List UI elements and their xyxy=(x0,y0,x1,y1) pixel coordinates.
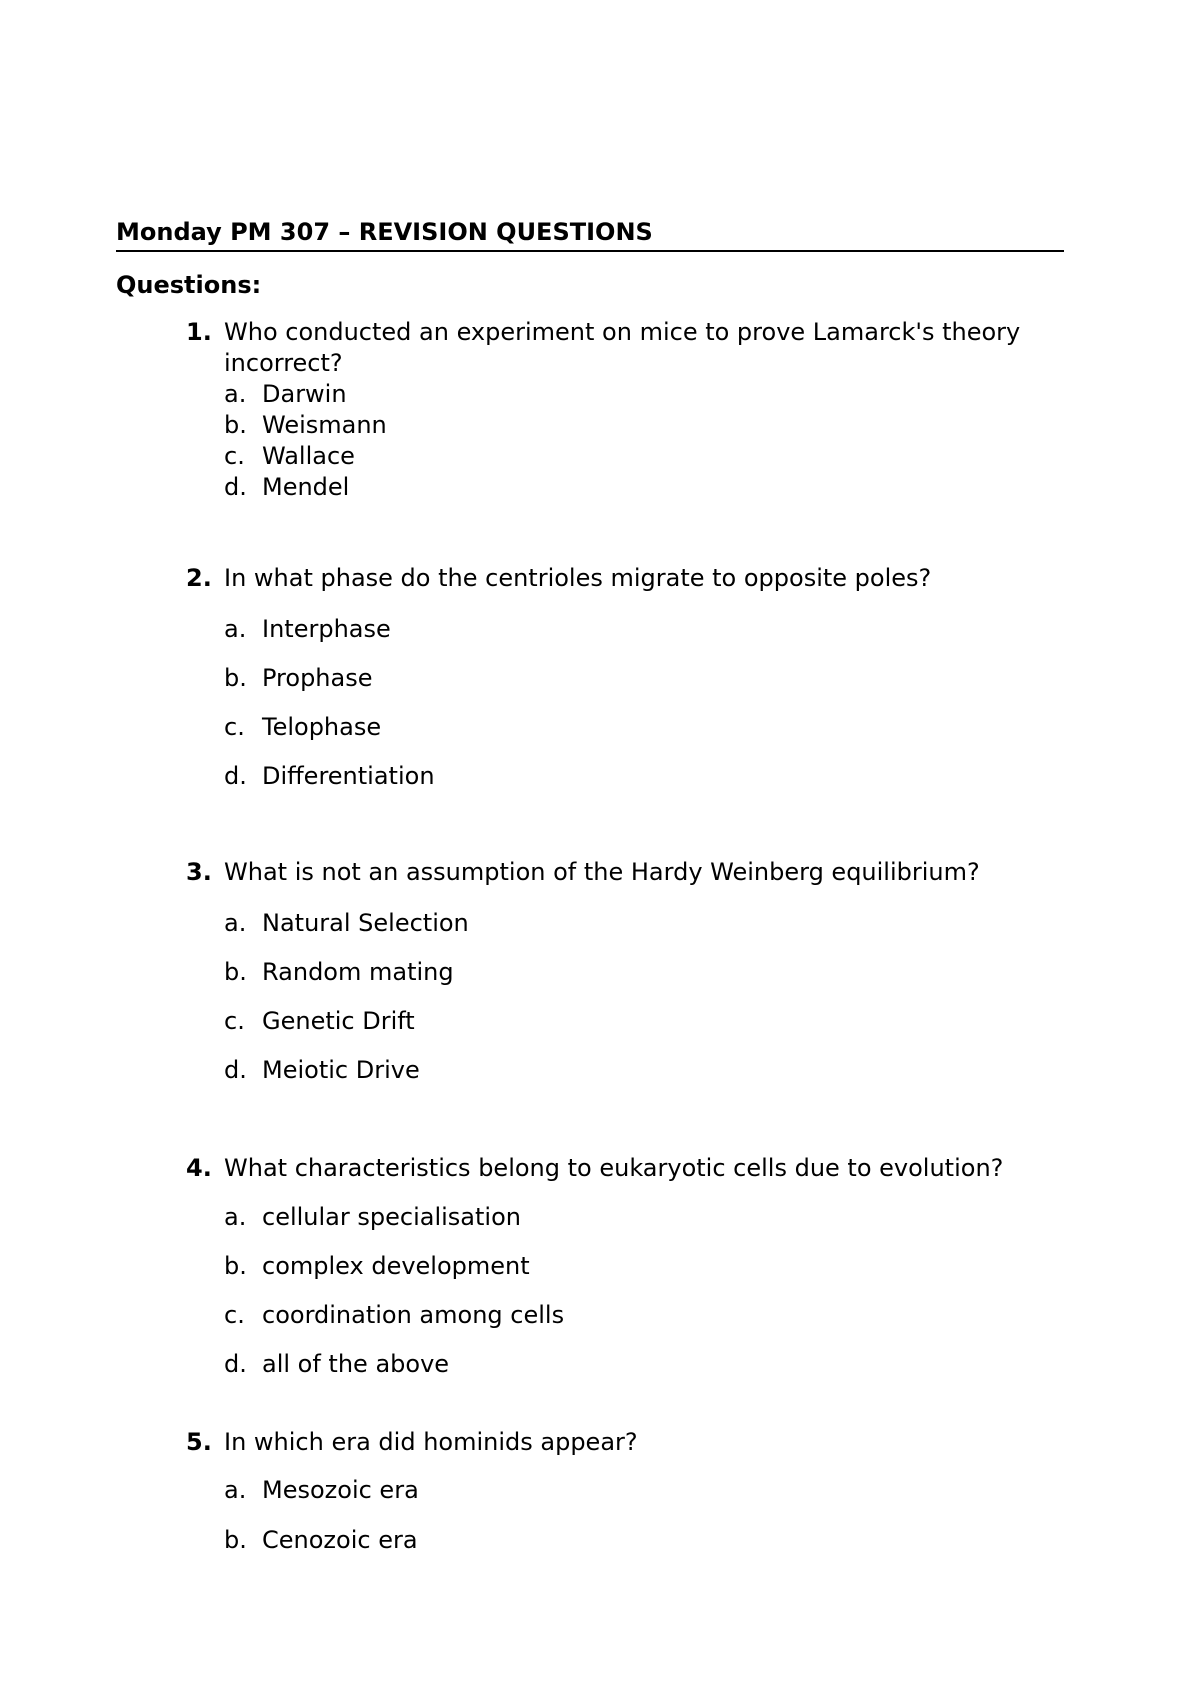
option-text: coordination among cells xyxy=(262,1301,565,1329)
question-number: 5. xyxy=(186,1428,212,1456)
option-d xyxy=(224,1349,449,1379)
option-text: Differentiation xyxy=(262,762,435,790)
option-text: Random mating xyxy=(262,958,454,986)
option-text: Telophase xyxy=(262,713,382,741)
option-text: cellular specialisation xyxy=(262,1203,521,1231)
option-b xyxy=(224,1525,418,1555)
question-text: What is not an assumption of the Hardy Weinberg equilibrium? xyxy=(224,858,980,886)
question-4 xyxy=(186,1153,1066,1393)
option-text: Mendel xyxy=(262,473,350,501)
question-text: In which era did hominids appear? xyxy=(224,1428,638,1456)
question-2 xyxy=(186,563,1066,803)
option-letter: b. xyxy=(224,958,247,986)
option-text: Natural Selection xyxy=(262,909,469,937)
option-text: all of the above xyxy=(262,1350,450,1378)
option-letter: d. xyxy=(224,1350,247,1378)
option-b xyxy=(224,410,387,440)
option-letter: a. xyxy=(224,909,247,937)
option-c xyxy=(224,441,355,471)
question-text: In what phase do the centrioles migrate to opposite poles? xyxy=(224,564,932,592)
page-title: Monday PM 307 – REVISION QUESTIONS xyxy=(116,218,1064,252)
option-text: Cenozoic era xyxy=(262,1526,418,1554)
option-letter: a. xyxy=(224,1203,247,1231)
option-d xyxy=(224,761,435,791)
option-text: Meiotic Drive xyxy=(262,1056,420,1084)
option-letter: b. xyxy=(224,411,247,439)
option-a xyxy=(224,614,391,644)
option-a xyxy=(224,1202,521,1232)
option-text: Interphase xyxy=(262,615,391,643)
option-letter: c. xyxy=(224,1007,245,1035)
option-a xyxy=(224,1475,419,1505)
question-3 xyxy=(186,857,1066,1097)
option-b xyxy=(224,663,373,693)
option-letter: b. xyxy=(224,1526,247,1554)
option-letter: b. xyxy=(224,664,247,692)
option-d xyxy=(224,472,349,502)
question-text: What characteristics belong to eukaryotic cells due to evolution? xyxy=(224,1154,1004,1182)
option-letter: d. xyxy=(224,762,247,790)
option-d xyxy=(224,1055,420,1085)
question-number: 4. xyxy=(186,1154,212,1182)
question-5 xyxy=(186,1427,1066,1567)
question-number: 2. xyxy=(186,564,212,592)
option-text: Darwin xyxy=(262,380,347,408)
option-c xyxy=(224,1006,415,1036)
option-a xyxy=(224,379,347,409)
option-c xyxy=(224,1300,564,1330)
option-a xyxy=(224,908,469,938)
option-text: Wallace xyxy=(262,442,355,470)
option-letter: c. xyxy=(224,442,245,470)
option-b xyxy=(224,957,454,987)
option-text: Weismann xyxy=(262,411,387,439)
section-label: Questions: xyxy=(116,271,262,299)
question-1 xyxy=(186,317,1066,507)
question-number: 1. xyxy=(186,318,212,346)
option-text: Prophase xyxy=(262,664,373,692)
option-text: Mesozoic era xyxy=(262,1476,419,1504)
option-letter: a. xyxy=(224,615,247,643)
option-letter: d. xyxy=(224,473,247,501)
option-letter: b. xyxy=(224,1252,247,1280)
option-b xyxy=(224,1251,530,1281)
option-letter: d. xyxy=(224,1056,247,1084)
question-number: 3. xyxy=(186,858,212,886)
option-c xyxy=(224,712,381,742)
option-text: Genetic Drift xyxy=(262,1007,415,1035)
option-letter: a. xyxy=(224,1476,247,1504)
option-text: complex development xyxy=(262,1252,530,1280)
question-text: Who conducted an experiment on mice to prove Lamarck's theory incorrect? xyxy=(224,318,1021,377)
option-letter: a. xyxy=(224,380,247,408)
option-letter: c. xyxy=(224,1301,245,1329)
option-letter: c. xyxy=(224,713,245,741)
